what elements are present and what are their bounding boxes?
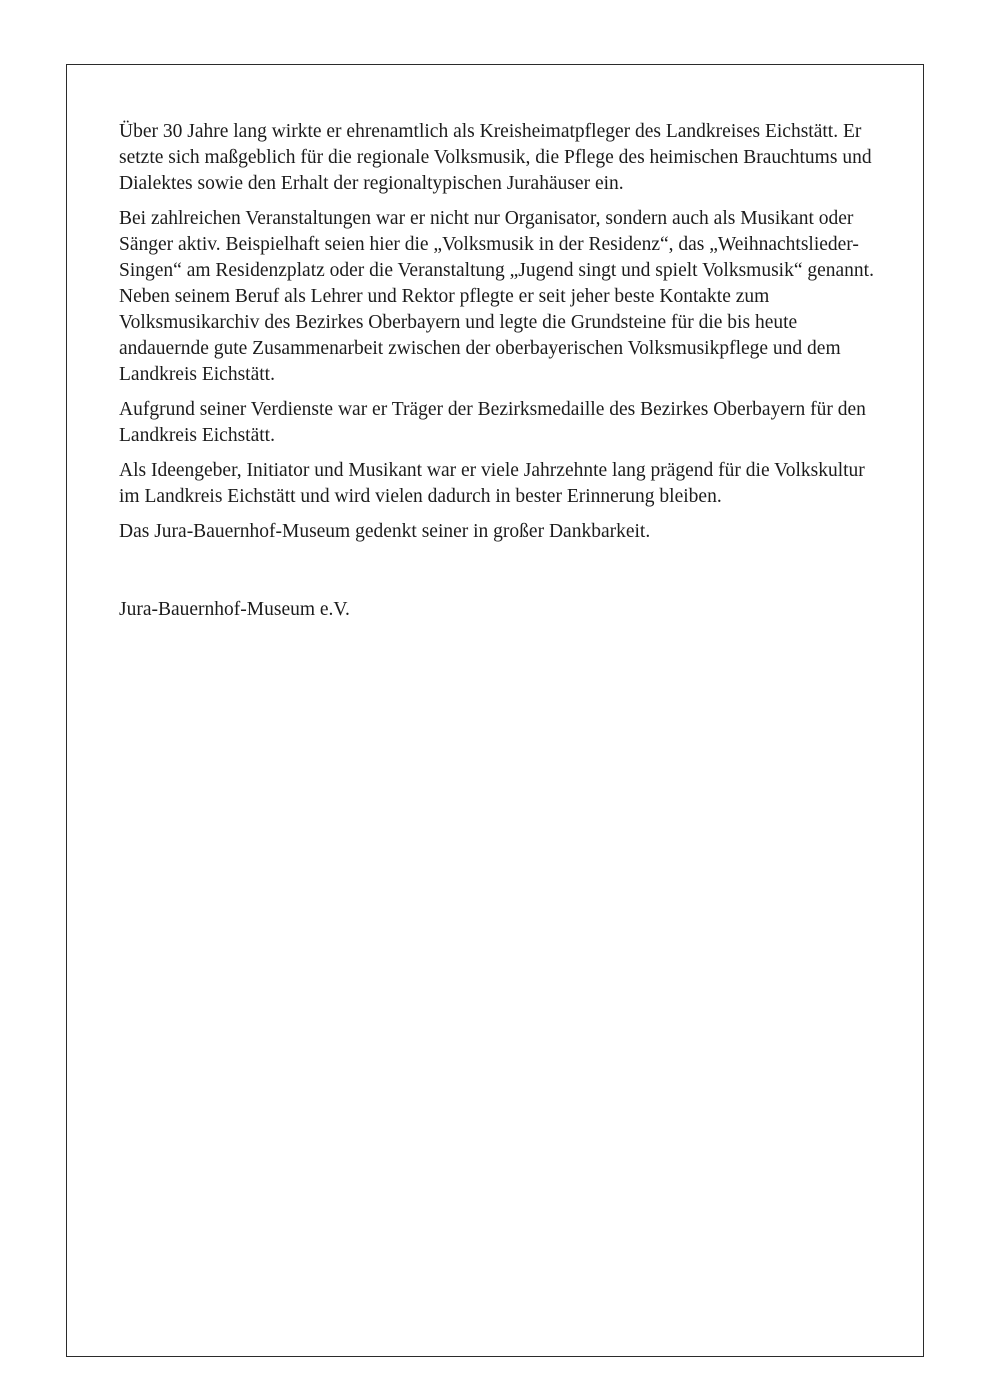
paragraph-gratitude: Das Jura-Bauernhof-Museum gedenkt seiner in großer Dankbarkeit. bbox=[119, 521, 651, 542]
paragraph-events: Bei zahlreichen Veranstaltungen war er nicht nur Organisator, sondern auch als Musikant oder Sänger aktiv. Beispielhaft seien hier die „Volksmusik in der Residenz“, das „Weihnachtslieder-Singen“ am Residenzplatz oder die Veranstaltung „Jugend singt und spielt Volksmusik“ genannt. Neben seinem Beruf als Lehrer und Rektor pflegte er seit jeher beste Kontakte zum Volksmusikarchiv des Bezirkes Oberbayern und legte die Grundsteine für die bis heute andauernde gute Zusammenarbeit zwischen der oberbayerischen Volksmusikpflege und dem Landkreis Eichstätt. bbox=[119, 208, 874, 385]
page-border-frame bbox=[66, 64, 924, 1357]
signature-line: Jura-Bauernhof-Museum e.V. bbox=[119, 599, 350, 620]
document-body bbox=[119, 119, 876, 623]
paragraph-tenure: Über 30 Jahre lang wirkte er ehrenamtlich als Kreisheimatpfleger des Landkreises Eichstätt. Er setzte sich maßgeblich für die regionale Volksmusik, die Pflege des heimischen Brauchtums und Dialektes sowie den Erhalt der regionaltypischen Jurahäuser ein. bbox=[119, 121, 872, 194]
paragraph-medal: Aufgrund seiner Verdienste war er Träger der Bezirksmedaille des Bezirkes Oberbayern für den Landkreis Eichstätt. bbox=[119, 399, 866, 446]
paragraph-legacy: Als Ideengeber, Initiator und Musikant war er viele Jahrzehnte lang prägend für die Volkskultur im Landkreis Eichstätt und wird vielen dadurch in bester Erinnerung bleiben. bbox=[119, 460, 865, 507]
